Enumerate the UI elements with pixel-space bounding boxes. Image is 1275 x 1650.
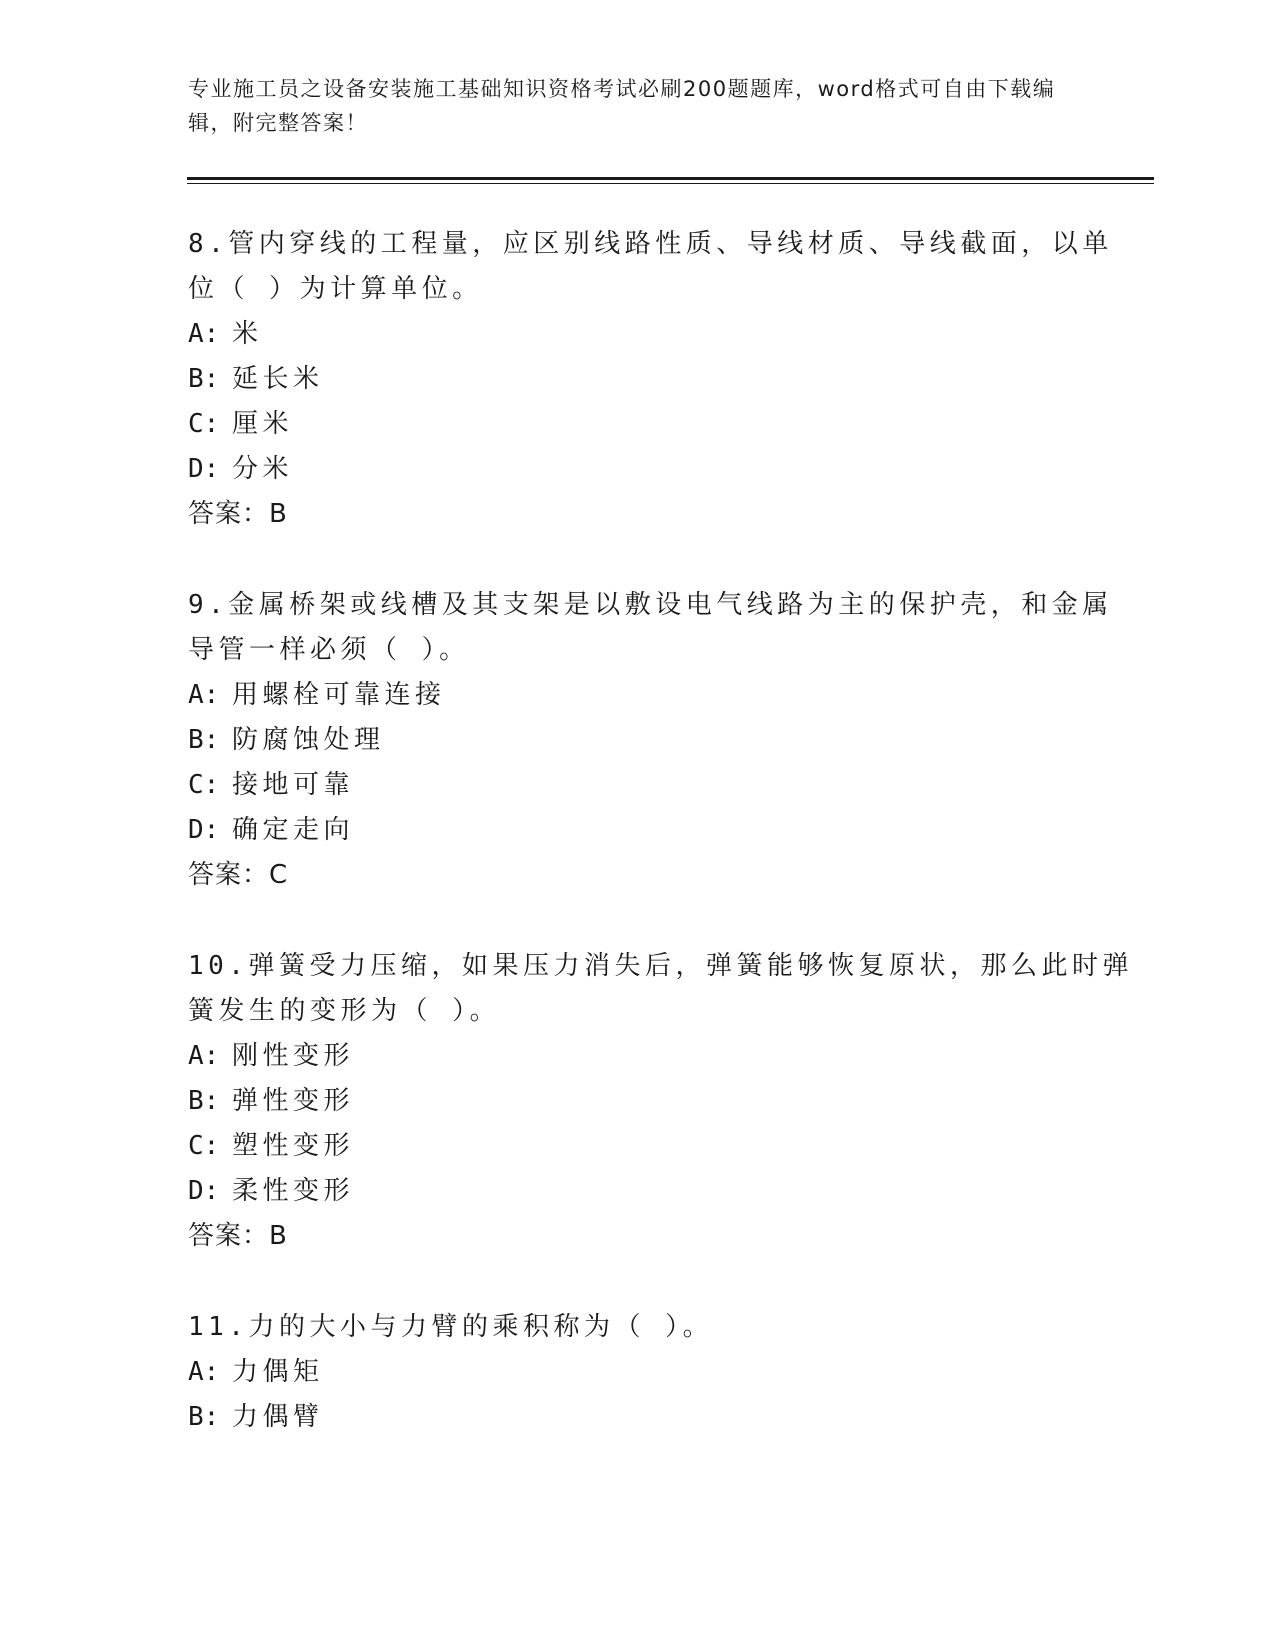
option-b	[188, 718, 1088, 763]
option-key: B:	[188, 725, 220, 755]
option-c	[188, 402, 1088, 447]
option-text: 塑性变形	[232, 1131, 355, 1161]
option-key: B:	[188, 364, 220, 394]
question-10	[188, 944, 1133, 1259]
option-c	[188, 1124, 1088, 1169]
option-d	[188, 808, 1088, 853]
option-d	[188, 1169, 1088, 1214]
question-stem-line: 8.管内穿线的工程量，应区别线路性质、导线材质、导线截面，以单	[188, 229, 1113, 259]
option-key: C:	[188, 409, 220, 439]
option-b	[188, 1079, 1088, 1124]
question-stem-line: 簧发生的变形为（ ）。	[188, 996, 501, 1026]
question-stem	[188, 583, 1113, 673]
option-key: A:	[188, 1041, 220, 1071]
option-key: C:	[188, 1131, 220, 1161]
header-divider-thin	[187, 183, 1154, 184]
option-text: 柔性变形	[232, 1176, 355, 1206]
option-text: 防腐蚀处理	[232, 725, 385, 755]
option-text: 米	[232, 319, 263, 349]
option-text: 弹性变形	[232, 1086, 355, 1116]
question-stem-line: 位（ ）为计算单位。	[188, 274, 483, 304]
option-a	[188, 1034, 1088, 1079]
option-text: 延长米	[232, 364, 324, 394]
option-key: A:	[188, 680, 220, 710]
option-text: 力偶矩	[232, 1357, 324, 1387]
question-stem	[188, 222, 1113, 312]
answer-line: 答案：C	[188, 860, 289, 890]
question-stem-line: 11.力的大小与力臂的乘积称为（ ）。	[188, 1312, 714, 1342]
option-text: 确定走向	[232, 815, 355, 845]
question-stem	[188, 944, 1133, 1034]
option-a	[188, 673, 1088, 718]
question-stem-line: 导管一样必须（ ）。	[188, 635, 470, 665]
option-c	[188, 763, 1088, 808]
option-key: A:	[188, 1357, 220, 1387]
header-divider-thick	[187, 177, 1154, 180]
answer-line: 答案：B	[188, 1221, 288, 1251]
question-8	[188, 222, 1113, 537]
document-header: 专业施工员之设备安装施工基础知识资格考试必刷200题题库，word格式可自由下载编辑，附完整答案！	[188, 77, 1056, 135]
question-9	[188, 583, 1113, 898]
option-text: 接地可靠	[232, 770, 355, 800]
option-text: 刚性变形	[232, 1041, 355, 1071]
option-a	[188, 312, 1088, 357]
option-key: A:	[188, 319, 220, 349]
option-b	[188, 357, 1088, 402]
question-stem-line: 10.弹簧受力压缩，如果压力消失后，弹簧能够恢复原状，那么此时弹	[188, 951, 1133, 981]
option-b	[188, 1395, 1088, 1440]
option-text: 用螺栓可靠连接	[232, 680, 446, 710]
option-a	[188, 1350, 1088, 1395]
option-key: B:	[188, 1402, 220, 1432]
question-stem-line: 9.金属桥架或线槽及其支架是以敷设电气线路为主的保护壳，和金属	[188, 590, 1113, 620]
option-key: D:	[188, 1176, 220, 1206]
option-key: B:	[188, 1086, 220, 1116]
option-text: 力偶臂	[232, 1402, 324, 1432]
question-stem	[188, 1305, 1088, 1350]
answer-line: 答案：B	[188, 499, 288, 529]
option-d	[188, 447, 1088, 492]
question-11	[188, 1305, 1088, 1440]
option-key: C:	[188, 770, 220, 800]
option-text: 厘米	[232, 409, 294, 439]
option-text: 分米	[232, 454, 294, 484]
option-key: D:	[188, 454, 220, 484]
option-key: D:	[188, 815, 220, 845]
